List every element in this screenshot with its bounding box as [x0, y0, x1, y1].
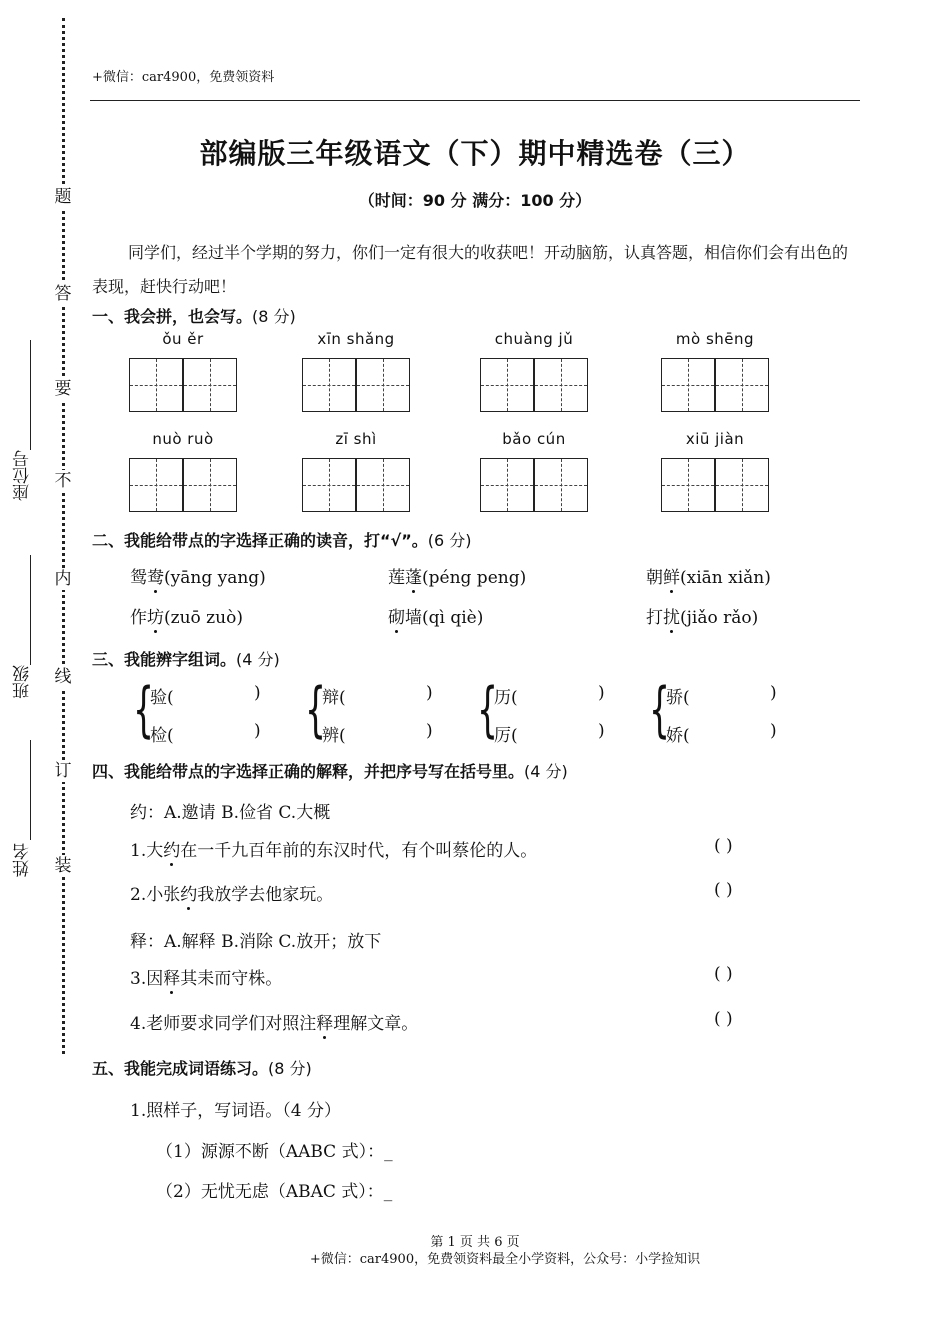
header-rule: [90, 100, 860, 101]
pinyin-options: (zuō zuò): [164, 608, 243, 628]
reading-choice-item[interactable]: 鸳鸯(yāng yang): [130, 568, 266, 588]
answer-paren[interactable]: ( ): [714, 964, 733, 984]
writing-grid-box[interactable]: [129, 458, 183, 512]
writing-grid-box[interactable]: [715, 358, 769, 412]
dotted-character: 释: [316, 1014, 334, 1034]
dotted-character: 坊: [147, 608, 164, 628]
writing-grid-box[interactable]: [183, 458, 237, 512]
pinyin-label: bǎo cún: [502, 430, 566, 448]
binding-dotted-line: [62, 18, 65, 1054]
pinyin-label: xīn shǎng: [317, 330, 395, 348]
word-group-second: 辨(: [322, 726, 346, 746]
writing-grid-box[interactable]: [129, 358, 183, 412]
seat-number-line[interactable]: [30, 340, 31, 450]
binding-char: 题: [52, 186, 74, 208]
class-line[interactable]: [30, 555, 31, 665]
subquestion-title: 1.照样子，写词语。（4 分）: [130, 1101, 341, 1121]
page-title: 部编版三年级语文（下）期中精选卷（三）: [199, 137, 751, 170]
brace-icon: {: [477, 675, 499, 745]
fill-in-line[interactable]: （1）源源不断（AABC 式）：_: [156, 1142, 393, 1162]
dotted-character: 砌: [388, 608, 405, 628]
word-group-second: 娇(: [666, 726, 690, 746]
section-1-heading: [92, 304, 296, 327]
answer-blank[interactable]: ): [426, 721, 433, 741]
binding-char: 要: [52, 378, 74, 400]
header-note: +微信：car4900，免费领资料: [92, 70, 275, 85]
answer-blank[interactable]: ): [254, 721, 261, 741]
writing-grid-box[interactable]: [302, 358, 356, 412]
section-5-points: (8 分): [268, 1059, 312, 1078]
reading-choice-item[interactable]: 莲蓬(péng peng): [388, 568, 527, 588]
answer-blank[interactable]: ): [598, 683, 605, 703]
answer-paren[interactable]: ( ): [714, 836, 733, 856]
definition-list: 约：A.邀请 B.俭省 C.大概: [130, 803, 331, 823]
word-group-first: 历(: [494, 688, 518, 708]
page-number: 第 1 页 共 6 页: [430, 1235, 520, 1250]
question-item: 2.小张约我放学去他家玩。: [130, 885, 334, 905]
section-2-heading: [92, 528, 471, 551]
word-group-second: 检(: [150, 726, 174, 746]
writing-grid-box[interactable]: [356, 458, 410, 512]
dotted-character: 鲜: [663, 568, 680, 588]
answer-blank[interactable]: ): [426, 683, 433, 703]
section-5-heading: [92, 1056, 312, 1079]
writing-grid-box[interactable]: [480, 458, 534, 512]
section-3-title: 三、我能辨字组词。: [92, 650, 237, 669]
pinyin-label: xiū jiàn: [685, 430, 745, 448]
answer-paren[interactable]: ( ): [714, 1009, 733, 1029]
reading-choice-item[interactable]: 朝鲜(xiān xiǎn): [646, 568, 771, 588]
section-4-heading: [92, 759, 568, 782]
writing-grid-box[interactable]: [534, 458, 588, 512]
word-group-second: 厉(: [494, 726, 518, 746]
section-2-title: 二、我能给带点的字选择正确的读音，打“√”。: [92, 531, 428, 550]
word-group-first: 验(: [150, 688, 174, 708]
pinyin-label: mò shēng: [675, 330, 755, 348]
footer-note: +微信：car4900，免费领资料最全小学资料，公众号：小学捡知识: [309, 1252, 701, 1267]
answer-blank[interactable]: ): [598, 721, 605, 741]
pinyin-label: nuò ruò: [152, 430, 214, 448]
binding-char: 不: [52, 470, 74, 492]
word-group-first: 辩(: [322, 688, 346, 708]
binding-char: 答: [52, 283, 74, 305]
brace-icon: {: [133, 675, 155, 745]
brace-icon: {: [305, 675, 327, 745]
pinyin-options: (yāng yang): [164, 568, 266, 588]
fill-in-line[interactable]: （2）无忧无虑（ABAC 式）：_: [156, 1182, 393, 1202]
answer-paren[interactable]: ( ): [714, 880, 733, 900]
section-2-points: (6 分): [427, 531, 472, 550]
binding-char: 内: [52, 568, 74, 590]
name-label: 姓名: [13, 843, 33, 877]
answer-blank[interactable]: ): [770, 721, 777, 741]
binding-char: 装: [52, 855, 74, 877]
dotted-character: 蓬: [405, 568, 422, 588]
dotted-character: 鸯: [147, 568, 164, 588]
class-label: 班级: [13, 665, 33, 699]
answer-blank[interactable]: ): [770, 683, 777, 703]
section-3-heading: [92, 647, 280, 670]
question-item: 1.大约在一千九百年前的东汉时代，有个叫蔡伦的人。: [130, 841, 538, 861]
seat-number-label: 座位号: [13, 450, 33, 501]
pinyin-label: zī shì: [335, 430, 377, 448]
pinyin-label: ǒu ěr: [162, 330, 204, 348]
answer-blank[interactable]: ): [254, 683, 261, 703]
pinyin-options: (xiān xiǎn): [680, 568, 771, 588]
pinyin-options: (qì qiè): [422, 608, 484, 628]
binding-char: 线: [52, 666, 74, 688]
exam-info: （时间：90 分 满分：100 分）: [358, 191, 592, 210]
section-4-title: 四、我能给带点的字选择正确的解释，并把序号写在括号里。: [92, 762, 525, 781]
pinyin-options: (jiǎo rǎo): [680, 608, 759, 628]
writing-grid-box[interactable]: [715, 458, 769, 512]
writing-grid-box[interactable]: [534, 358, 588, 412]
writing-grid-box[interactable]: [661, 358, 715, 412]
writing-grid-box[interactable]: [661, 458, 715, 512]
pinyin-label: chuàng jǔ: [494, 330, 574, 348]
reading-choice-item[interactable]: 打扰(jiǎo rǎo): [646, 608, 759, 628]
brace-icon: {: [649, 675, 671, 745]
dotted-character: 约: [180, 885, 198, 905]
dotted-character: 约: [163, 841, 181, 861]
writing-grid-box[interactable]: [183, 358, 237, 412]
writing-grid-box[interactable]: [356, 358, 410, 412]
binding-char: 订: [52, 760, 74, 782]
definition-list: 释：A.解释 B.消除 C.放开；放下: [130, 932, 382, 952]
dotted-character: 释: [163, 969, 181, 989]
writing-grid-box[interactable]: [302, 458, 356, 512]
dotted-character: 扰: [663, 608, 680, 628]
intro-paragraph: 同学们，经过半个学期的努力，你们一定有很大的收获吧！开动脑筋，认真答题，相信你们会有出色的表现，赶快行动吧！: [92, 243, 849, 296]
reading-choice-item[interactable]: 作坊(zuō zuò): [130, 608, 243, 628]
question-item: 3.因释其耒而守株。: [130, 969, 283, 989]
section-4-points: (4 分): [524, 762, 568, 781]
section-1-points: (8 分): [252, 307, 296, 326]
pinyin-options: (péng peng): [422, 568, 527, 588]
reading-choice-item[interactable]: 砌墙(qì qiè): [388, 608, 484, 628]
section-3-points: (4 分): [236, 650, 280, 669]
question-item: 4.老师要求同学们对照注释理解文章。: [130, 1014, 419, 1034]
writing-grid-box[interactable]: [480, 358, 534, 412]
section-5-title: 五、我能完成词语练习。: [92, 1059, 269, 1078]
name-line[interactable]: [30, 740, 31, 840]
word-group-first: 骄(: [666, 688, 690, 708]
section-1-title: 一、我会拼，也会写。: [92, 307, 253, 326]
